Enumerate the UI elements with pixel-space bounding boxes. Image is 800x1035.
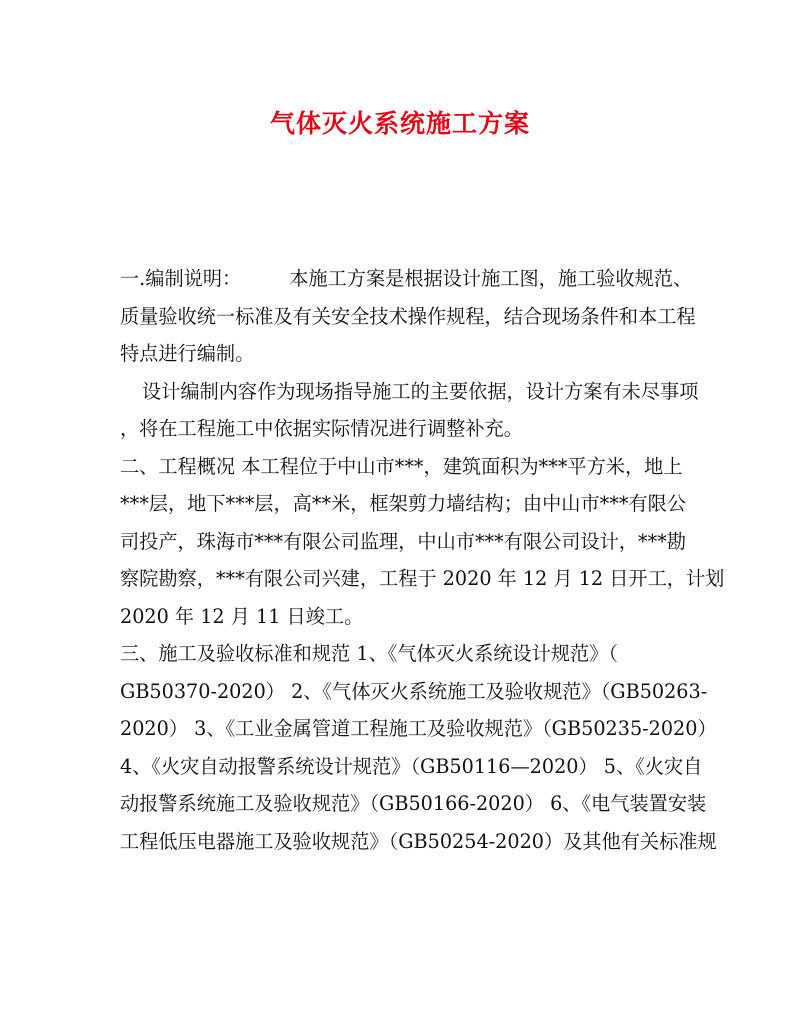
paragraph-line: 4、《火灾自动报警系统设计规范》（GB50116—2020） 5、《火灾自: [120, 754, 703, 778]
paragraph-line: [120, 373, 699, 411]
paragraph-line: [120, 260, 693, 298]
paragraph-text: 本工程位于中山市***，建筑面积为***平方米，地上: [241, 454, 683, 478]
section-heading: 三、施工及验收标准和规范: [120, 642, 357, 665]
paragraph-line: [120, 448, 683, 486]
section-heading: 二、工程概况: [120, 454, 242, 478]
paragraph-line: 质量验收统一标准及有关安全技术操作规程，结合现场条件和本工程: [120, 304, 696, 328]
paragraph-line: 察院勘察，***有限公司兴建，工程于 2020 年 12 月 12 日开工，计划: [120, 567, 725, 590]
document-title: 气体灭火系统施工方案: [269, 109, 530, 138]
paragraph-line: GB50370-2020） 2、《气体灭火系统施工及验收规范》（GB50263-: [120, 679, 708, 703]
paragraph-line: 2020 年 12 月 11 日竣工。: [120, 604, 364, 628]
paragraph-text: 本施工方案是根据设计施工图，施工验收规范、: [289, 267, 693, 290]
paragraph-line: 特点进行编制。: [120, 342, 255, 365]
paragraph-line: 动报警系统施工及验收规范》（GB50166-2020） 6、《电气装置安装: [120, 792, 707, 815]
paragraph-text: 设计编制内容作为现场指导施工的主要依据，设计方案有未尽事项: [142, 379, 699, 403]
paragraph-line: 2020） 3、《工业金属管道工程施工及验收规范》（GB50235-2020）: [120, 717, 717, 740]
paragraph-text: 1、《气体灭火系统设计规范》（: [356, 642, 618, 665]
document-body: [120, 260, 725, 860]
paragraph-line: [120, 635, 680, 673]
paragraph-line: ***层，地下***层，高**米，框架剪力墙结构；由中山市***有限公: [120, 492, 687, 515]
paragraph-line: 司投产，珠海市***有限公司监理，中山市***有限公司设计，***勘: [120, 529, 687, 553]
paragraph-line: ，将在工程施工中依据实际情况进行调整补充。: [120, 417, 523, 440]
paragraph-line: 工程低压电器施工及验收规范》（GB50254-2020）及其他有关标准规: [120, 829, 717, 853]
section-heading: 一.编制说明：: [120, 267, 242, 290]
